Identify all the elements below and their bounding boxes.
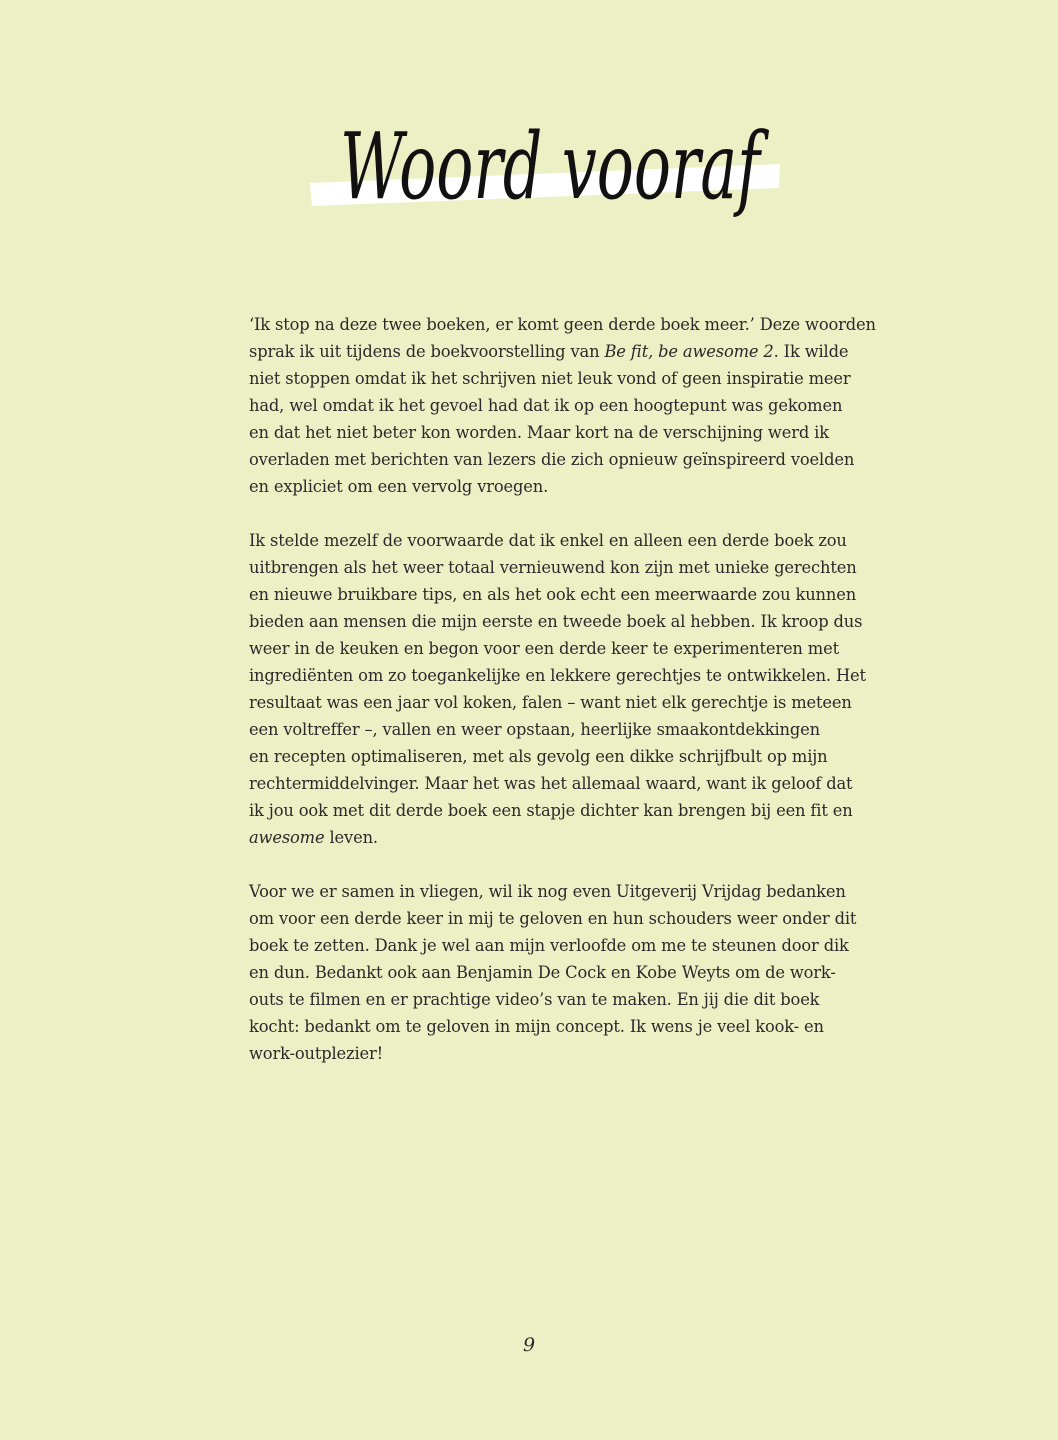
text-line	[249, 473, 849, 500]
text-run: bieden aan mensen die mijn eerste en tweede boek al hebben. Ik kroop dus	[249, 612, 863, 631]
text-line	[249, 689, 852, 716]
italic-text-run: awesome	[249, 828, 325, 847]
text-line	[249, 959, 849, 986]
text-run: om voor een derde keer in mij te geloven en hun schouders weer onder dit	[249, 909, 857, 928]
text-run: uitbrengen als het weer totaal vernieuwend kon zijn met unieke gerechten	[249, 558, 857, 577]
text-line	[249, 392, 849, 419]
text-line	[249, 716, 849, 743]
text-line	[249, 878, 849, 905]
text-run: Ik stelde mezelf de voorwaarde dat ik enkel en alleen een derde boek zou	[249, 531, 847, 550]
text-run: en recepten optimaliseren, met als gevolg een dikke schrijfbult op mijn	[249, 747, 828, 766]
text-line	[249, 1013, 849, 1040]
text-line	[249, 446, 855, 473]
text-run: boek te zetten. Dank je wel aan mijn verloofde om me te steunen door dik	[249, 936, 849, 955]
chapter-title	[300, 80, 790, 250]
text-line	[249, 581, 857, 608]
text-run: niet stoppen omdat ik het schrijven niet leuk vond of geen inspiratie meer	[249, 369, 851, 388]
paragraph-gap	[249, 851, 849, 878]
text-run: weer in de keuken en begon voor een derde keer te experimenteren met	[249, 639, 839, 658]
text-line	[249, 986, 849, 1013]
text-line	[249, 365, 849, 392]
paragraph-3	[249, 878, 857, 1067]
text-line	[249, 932, 849, 959]
text-line	[249, 635, 849, 662]
text-run: . Ik wilde	[773, 342, 849, 361]
text-run: een voltreffer –, vallen en weer opstaan, heerlijke smaakontdekkingen	[249, 720, 820, 739]
text-run: en nieuwe bruikbare tips, en als het ook echt een meerwaarde zou kunnen	[249, 585, 857, 604]
text-run: rechtermiddelvinger. Maar het was het allemaal waard, want ik geloof dat	[249, 774, 853, 793]
text-run: work-outplezier!	[249, 1044, 384, 1063]
text-line	[249, 338, 849, 365]
text-run: Voor we er samen in vliegen, wil ik nog even Uitgeverij Vrijdag bedanken	[249, 882, 846, 901]
text-line	[249, 797, 853, 824]
italic-text-run: Be fit, be awesome 2	[604, 342, 774, 361]
paragraph-2	[249, 527, 866, 851]
text-run: leven.	[324, 828, 378, 847]
text-run: en dun. Bedankt ook aan Benjamin De Cock en Kobe Weyts om de work-	[249, 963, 836, 982]
text-line	[249, 311, 876, 338]
text-line	[249, 1040, 849, 1067]
text-line	[249, 608, 863, 635]
paragraph-gap	[249, 500, 849, 527]
text-run: en dat het niet beter kon worden. Maar kort na de verschijning werd ik	[249, 423, 829, 442]
body-text	[249, 311, 876, 1067]
text-line	[249, 419, 849, 446]
text-line	[249, 905, 857, 932]
page-number: 9	[522, 1334, 536, 1356]
text-run: en expliciet om een vervolg vroegen.	[249, 477, 549, 496]
paragraph-1	[249, 311, 876, 500]
text-line	[249, 554, 857, 581]
text-run: overladen met berichten van lezers die zich opnieuw geïnspireerd voelden	[249, 450, 855, 469]
text-run: outs te filmen en er prachtige video’s van te maken. En jij die dit boek	[249, 990, 820, 1009]
text-line	[249, 770, 853, 797]
text-line	[249, 662, 866, 689]
text-run: ‘Ik stop na deze twee boeken, er komt geen derde boek meer.’ Deze woorden	[249, 315, 876, 334]
text-run: ingrediënten om zo toegankelijke en lekkere gerechtjes te ontwikkelen. Het	[249, 666, 866, 685]
text-run: had, wel omdat ik het gevoel had dat ik op een hoogtepunt was gekomen	[249, 396, 843, 415]
chapter-title-text: Woord vooraf	[340, 113, 770, 220]
text-run: sprak ik uit tijdens de boekvoorstelling van	[249, 342, 605, 361]
text-run: resultaat was een jaar vol koken, falen – want niet elk gerechtje is meteen	[249, 693, 852, 712]
text-run: kocht: bedankt om te geloven in mijn concept. Ik wens je veel kook- en	[249, 1017, 824, 1036]
text-line	[249, 527, 849, 554]
text-run: ik jou ook met dit derde boek een stapje dichter kan brengen bij een fit en	[249, 801, 853, 820]
text-line	[249, 743, 849, 770]
text-line	[249, 824, 849, 851]
